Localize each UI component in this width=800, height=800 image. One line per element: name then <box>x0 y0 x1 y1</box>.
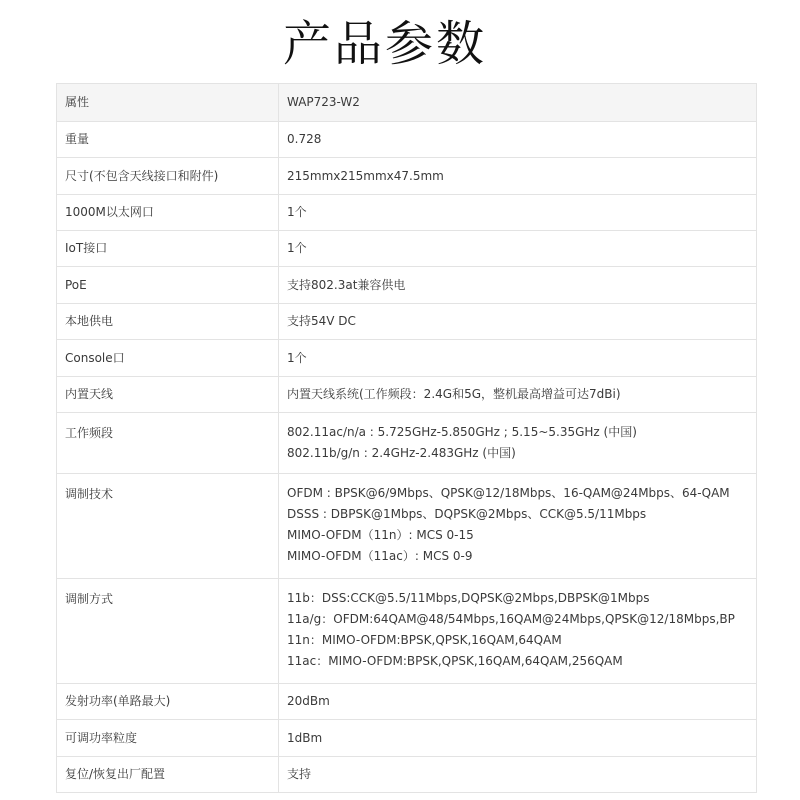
spec-value-line: WAP723-W2 <box>287 95 360 109</box>
table-row <box>57 340 757 377</box>
table-row <box>57 684 757 720</box>
spec-name-cell: 发射功率(单路最大) <box>57 684 279 720</box>
spec-value-line: 支持54V DC <box>287 314 356 328</box>
spec-value-line: 215mmx215mmx47.5mm <box>287 168 444 183</box>
spec-name-cell: 尺寸(不包含天线接口和附件) <box>57 158 279 195</box>
spec-name-cell: Console口 <box>57 340 279 377</box>
spec-value-cell <box>279 377 757 413</box>
spec-name-cell: 调制技术 <box>57 474 279 579</box>
spec-value-line: DSSS : DBPSK@1Mbps、DQPSK@2Mbps、CCK@5.5/11Mbps <box>287 507 647 521</box>
spec-value-cell <box>279 474 757 579</box>
spec-name-cell: 复位/恢复出厂配置 <box>57 757 279 793</box>
table-row <box>57 413 757 474</box>
spec-value-line: 11b：DSS:CCK@5.5/11Mbps,DQPSK@2Mbps,DBPSK@1Mbps <box>287 591 650 605</box>
spec-name-cell: 工作频段 <box>57 413 279 474</box>
spec-name-cell: 重量 <box>57 122 279 158</box>
spec-value-line: 20dBm <box>287 694 330 708</box>
table-row <box>57 579 757 684</box>
spec-name-cell: 可调功率粒度 <box>57 720 279 757</box>
spec-name-cell: 内置天线 <box>57 377 279 413</box>
spec-value-line: 1个 <box>287 241 307 255</box>
spec-value-line: 11a/g：OFDM:64QAM@48/54Mbps,16QAM@24Mbps,QPSK@12/18Mbps,BP <box>287 612 735 626</box>
spec-value-cell <box>279 158 757 195</box>
spec-value-line: 11ac：MIMO-OFDM:BPSK,QPSK,16QAM,64QAM,256QAM <box>287 654 623 668</box>
table-row <box>57 720 757 757</box>
spec-name-cell: 本地供电 <box>57 304 279 340</box>
table-row <box>57 474 757 579</box>
spec-value-line: 0.728 <box>287 132 322 146</box>
spec-value-cell <box>279 579 757 684</box>
spec-value-line: 802.11b/g/n : 2.4GHz-2.483GHz (中国) <box>287 446 516 460</box>
spec-value-cell <box>279 267 757 304</box>
spec-name-cell: 1000M以太网口 <box>57 195 279 231</box>
spec-value-line: MIMO-OFDM（11n）: MCS 0-15 <box>287 528 474 542</box>
spec-value-cell <box>279 720 757 757</box>
spec-value-line: 内置天线系统(工作频段：2.4G和5G，整机最高增益可达7dBi) <box>287 387 621 401</box>
spec-value-line: 802.11ac/n/a : 5.725GHz-5.850GHz ; 5.15~5.35GHz (中国) <box>287 425 637 439</box>
spec-value-line: 1dBm <box>287 730 323 745</box>
spec-value-cell <box>279 84 757 122</box>
table-row <box>57 757 757 793</box>
spec-value-line: 支持 <box>287 767 312 781</box>
spec-value-cell <box>279 122 757 158</box>
spec-value-line: OFDM : BPSK@6/9Mbps、QPSK@12/18Mbps、16-QAM@24Mbps、64-QAM <box>287 486 730 500</box>
table-row <box>57 304 757 340</box>
table-row <box>57 377 757 413</box>
spec-value-cell <box>279 304 757 340</box>
spec-table-body <box>57 84 757 793</box>
spec-value-cell <box>279 757 757 793</box>
spec-value-line: MIMO-OFDM（11ac）: MCS 0-9 <box>287 549 473 563</box>
spec-value-cell <box>279 231 757 267</box>
table-row <box>57 84 757 122</box>
spec-value-cell <box>279 684 757 720</box>
page-title: 产品参数 <box>282 16 487 72</box>
spec-name-cell: IoT接口 <box>57 231 279 267</box>
spec-value-cell <box>279 340 757 377</box>
table-row <box>57 122 757 158</box>
spec-value-line: 1个 <box>287 205 307 219</box>
table-row <box>57 267 757 304</box>
table-row <box>57 158 757 195</box>
spec-value-line: 支持802.3at兼容供电 <box>287 277 406 292</box>
spec-value-cell <box>279 195 757 231</box>
spec-name-cell: 属性 <box>57 84 279 122</box>
spec-table <box>56 83 757 793</box>
spec-value-cell <box>279 413 757 474</box>
spec-name-cell: 调制方式 <box>57 579 279 684</box>
spec-value-line: 11n：MIMO-OFDM:BPSK,QPSK,16QAM,64QAM <box>287 633 562 647</box>
table-row <box>57 231 757 267</box>
table-row <box>57 195 757 231</box>
spec-name-cell: PoE <box>57 267 279 304</box>
spec-value-line: 1个 <box>287 350 307 365</box>
